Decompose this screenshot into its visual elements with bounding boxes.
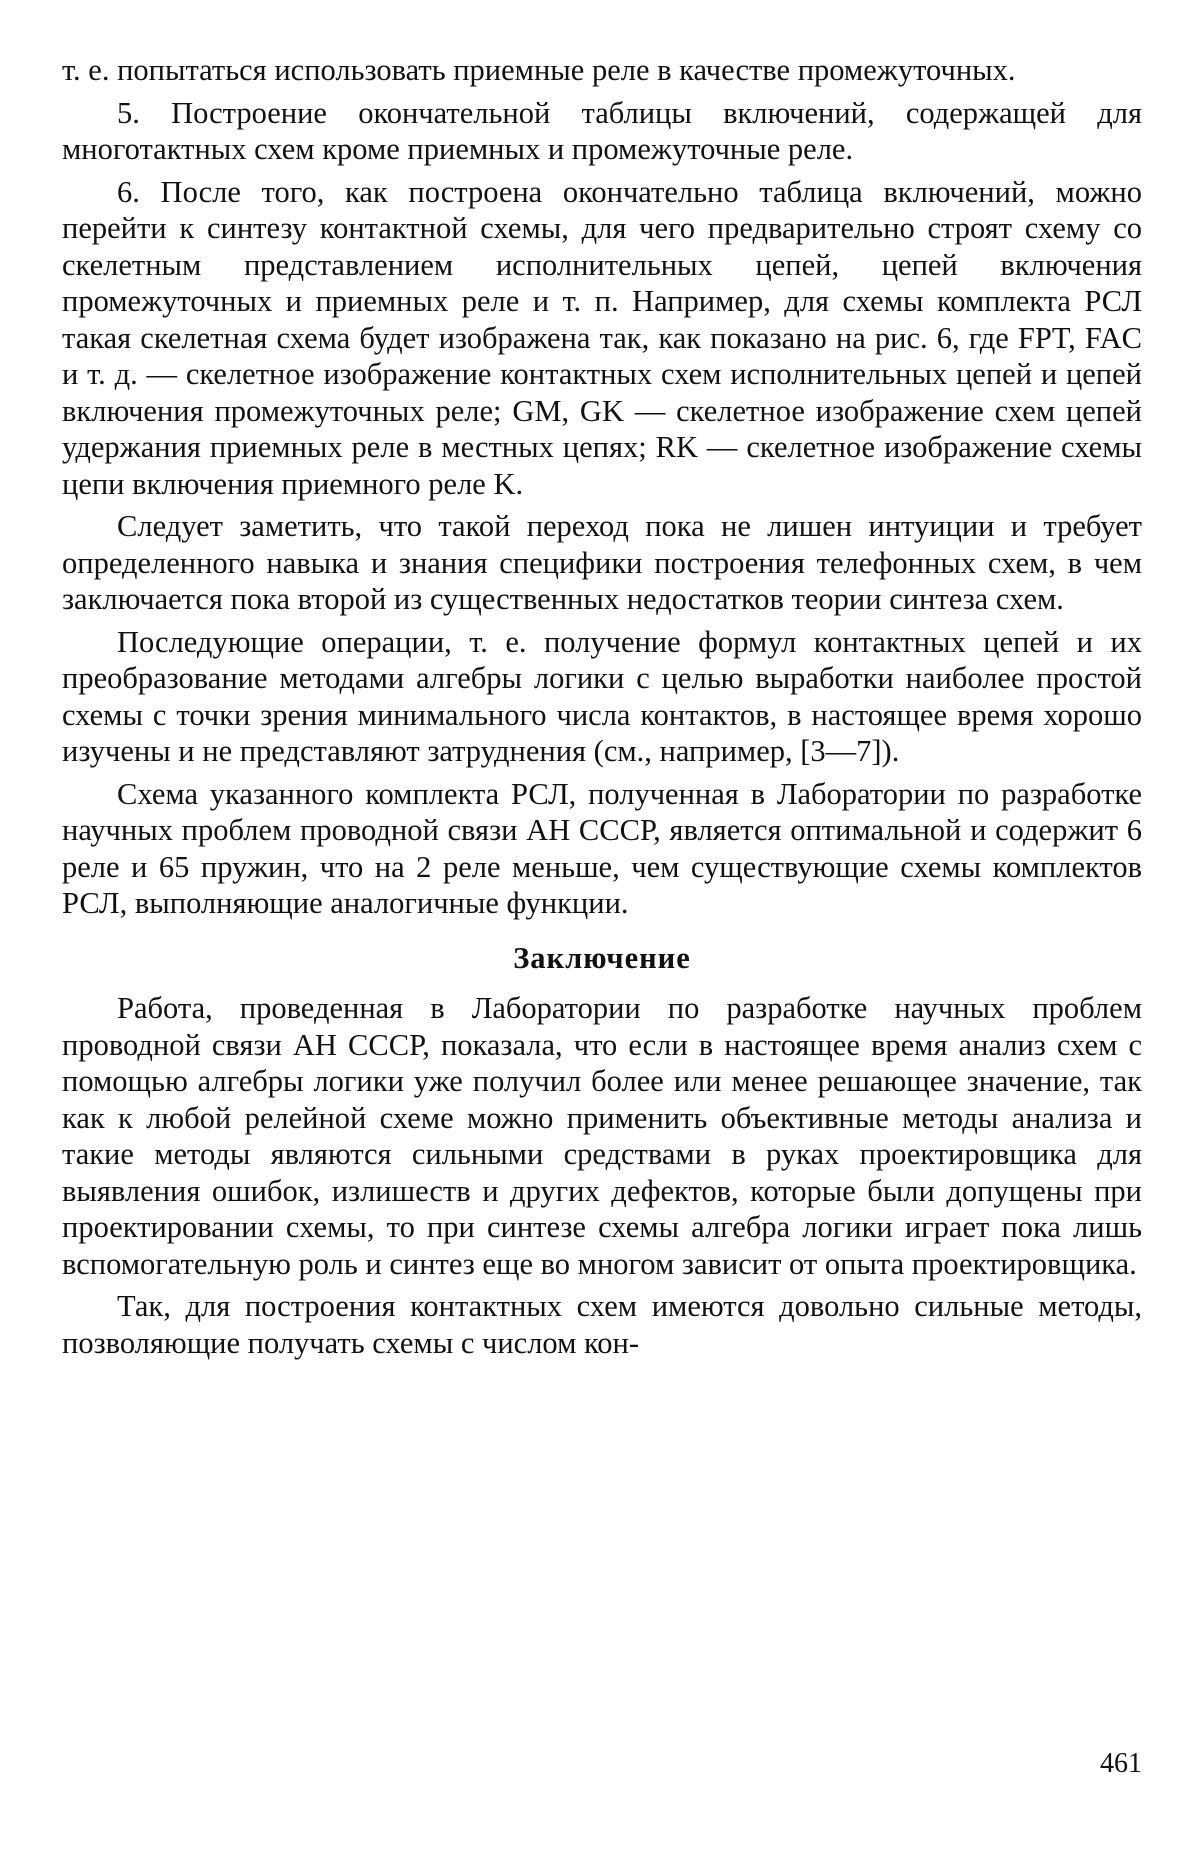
paragraph-subsequent-operations: Последующие операции, т. е. получение формул контактных цепей и их преобразование методами алгебры логики с целью выработки наиболее простой схемы с точки зрения минимального числа контактов, в настоящее время хорошо изучены и не представляют затруднения (см., например, [3—7]). xyxy=(62,624,1142,768)
paragraph-step-5: 5. Построение окончательной таблицы включений, содержащей для многотактных схем кроме приемных и промежуточные реле. xyxy=(62,95,1142,166)
paragraph-step-6: 6. После того, как построена окончательно таблица включений, можно перейти к синтезу контактной схемы, для чего предварительно строят схему со скелетным представлением исполнительных цепей, цепей включения промежуточных и приемных реле и т. п. Например, для схемы комплекта РСЛ такая скелетная схема будет изображена так, как показано на рис. 6, где FPT, FAC и т. д. — скелетное изображение контактных схем исполнительных цепей и цепей включения промежуточных реле; GM, GK — скелетное изображение схем цепей удержания приемных реле в местных цепях; RK — скелетное изображение схемы цепи включения приемного реле K. xyxy=(62,174,1142,501)
paragraph-continuation: т. е. попытаться использовать приемные реле в качестве промежуточных. xyxy=(62,53,1016,87)
paragraph-conclusion-2: Так, для построения контактных схем имеются довольно сильные методы, позволяющие получать схемы с числом кон- xyxy=(62,1289,1142,1360)
paragraph-rsl-scheme: Схема указанного комплекта РСЛ, полученная в Лаборатории по разработке научных проблем проводной связи АН СССР, является оптимальной и содержит 6 реле и 65 пружин, что на 2 реле меньше, чем существующие схемы комплектов РСЛ, выполняющие аналогичные функции. xyxy=(62,776,1142,920)
page-body xyxy=(62,52,1142,1367)
section-heading-conclusion: Заключение xyxy=(513,940,691,975)
paragraph-intuition-note: Следует заметить, что такой переход пока не лишен интуиции и требует определенного навыка и знания специфики построения телефонных схем, в чем заключается пока второй из существенных недостатков теории синтеза схем. xyxy=(62,509,1142,616)
page-number: 461 xyxy=(1100,1748,1142,1779)
paragraph-conclusion-1: Работа, проведенная в Лаборатории по разработке научных проблем проводной связи АН СССР, показала, что если в настоящее время анализ схем с помощью алгебры логики уже получил более или менее решающее значение, так как к любой релейной схеме можно применить объективные методы анализа и такие методы являются сильными средствами в руках проектировщика для выявления ошибок, излишеств и других дефектов, которые были допущены при проектировании схемы, то при синтезе схемы алгебра логики играет пока лишь вспомогательную роль и синтез еще во многом зависит от опыта проектировщика. xyxy=(62,991,1142,1281)
